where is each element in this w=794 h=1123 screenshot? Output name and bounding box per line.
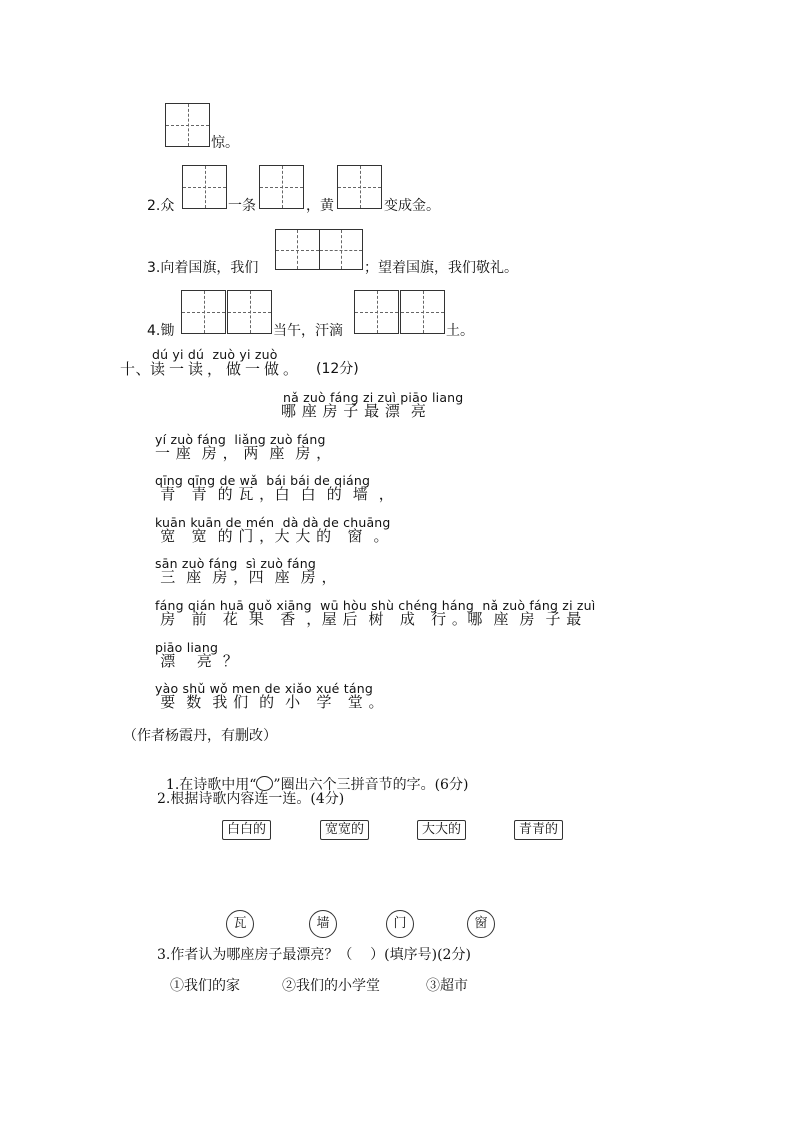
q3-option-2: ②我们的小学堂 [282,978,380,994]
poem-pinyin-4: sān zuò fáng sì zuò fáng [155,556,317,571]
line3-head: 3.向着国旗，我们 [147,260,259,276]
poem-pinyin-5: fáng qián huā guǒ xiāng wū hòu shù chéng háng nǎ zuò fáng zi zuì [155,598,596,613]
line1-tail: 惊。 [211,135,239,151]
poem-author: （作者杨霞丹，有删改） [123,728,277,744]
section-num: 十、 [120,360,152,378]
poem-pinyin-3: kuān kuān de mén dà dà de chuāng [155,515,391,530]
poem-line-5: 房 前 花 果 香 ，屋 后 树 成 行 。哪 座 房 子 最 [155,610,582,628]
writing-grid-4a[interactable] [181,290,226,334]
circle-icon [256,776,273,791]
writing-grid-2c[interactable] [337,165,382,209]
question-1-pre: 1.在诗歌中用“ [165,777,257,793]
match-circle-4[interactable]: 窗 [467,910,495,938]
question-2: 2.根据诗歌内容连一连。(4分) [157,791,345,807]
poem-line-4: 三 座 房 ，四 座 房 ， [155,568,337,586]
poem-pinyin-6: piāo liang [155,640,219,655]
match-box-3[interactable]: 大大的 [417,820,466,840]
writing-grid-4b[interactable] [227,290,272,334]
line2-mid: 一条 [228,198,256,214]
match-box-1[interactable]: 白白的 [222,820,271,840]
line4-head: 4.锄 [147,323,175,339]
section-title: 读一读，做一做。 [150,360,303,378]
line4-tail: 土。 [446,323,474,339]
writing-grid-2a[interactable] [182,165,227,209]
line2-mid2: ，黄 [306,198,334,214]
writing-grid-1[interactable] [165,103,210,147]
match-circle-3[interactable]: 门 [386,910,414,938]
line2-num: 2.众 [147,198,175,214]
question-1 [157,760,468,793]
writing-grid-2b[interactable] [259,165,304,209]
line4-mid: 当午，汗滴 [273,323,343,339]
section-pinyin: dú yi dú zuò yi zuò [152,347,278,362]
question-3: 3.作者认为哪座房子最漂亮？（ ）(填序号)(2分) [157,947,471,963]
poem-line-3: 宽 宽 的 门 ，大 大 的 窗 。 [155,527,390,545]
line2-tail: 变成金。 [384,198,440,214]
writing-grid-4c[interactable] [354,290,399,334]
match-circle-2[interactable]: 墙 [309,910,337,938]
poem-title-pinyin: nǎ zuò fáng zi zuì piāo liang [283,390,464,405]
poem-line-1: 一 座 房 ， 两 座 房 ， [155,444,332,462]
question-1-post: ”圈出六个三拼音节的字。(6分) [273,777,469,793]
poem-line-6: 漂 亮 ？ [155,652,239,670]
writing-grid-3[interactable] [275,229,363,270]
poem-line-7: 要 数 我 们 的 小 学 堂 。 [155,693,385,711]
match-box-4[interactable]: 青青的 [514,820,563,840]
writing-grid-4d[interactable] [400,290,445,334]
section-score: (12分) [316,361,359,377]
poem-pinyin-2: qīng qīng de wǎ bái bái de qiáng [155,473,371,488]
q3-option-1: ①我们的家 [170,978,240,994]
line3-tail: ；望着国旗，我们敬礼。 [364,260,518,276]
poem-pinyin-7: yào shǔ wǒ men de xiǎo xué táng [155,681,373,696]
q3-option-3: ③超市 [426,978,468,994]
match-circle-1[interactable]: 瓦 [226,910,254,938]
poem-line-2: 青 青 的 瓦 ，白 白 的 墙 ， [155,485,395,503]
poem-title: 哪 座 房 子 最 漂 亮 [281,402,427,420]
poem-pinyin-1: yí zuò fáng liǎng zuò fáng [155,432,326,447]
match-box-2[interactable]: 宽宽的 [320,820,369,840]
